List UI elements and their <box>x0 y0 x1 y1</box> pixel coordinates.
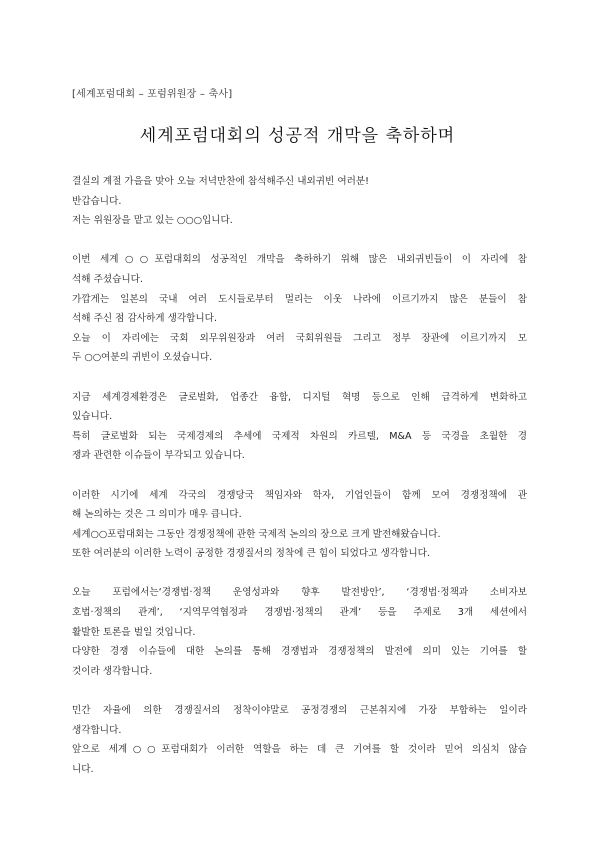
paragraph-line: 호법·정책의 관계’, ‘지역무역협정과 경쟁법·정책의 관계’ 등을 주제로 3개 세션에서 <box>72 607 527 619</box>
paragraph-line: 해 논의하는 것은 그 의미가 매우 큽니다. <box>72 509 242 521</box>
paragraph-line: 있습니다. <box>72 411 113 423</box>
paragraph-line: 활발한 토론을 벌일 것입니다. <box>72 626 196 638</box>
body-paragraph <box>72 250 527 368</box>
body-paragraph <box>72 388 527 466</box>
paragraph-line: 이러한 시기에 세계 각국의 경쟁당국 책임자와 학자, 기업인들이 함께 모여 경쟁정책에 관 <box>72 489 527 501</box>
paragraph-line: 반갑습니다. <box>72 195 122 207</box>
paragraph-line: 두 ○○여분의 귀빈이 오셨습니다. <box>72 352 213 364</box>
paragraph-line: 결실의 계절 가을을 맞아 오늘 저녁만찬에 참석해주신 내외귀빈 여러분! <box>72 176 370 187</box>
paragraph-line: 생각합니다. <box>72 724 122 736</box>
paragraph-line: 이번 세계○○포럼대회의 성공적인 개막을 축하하기 위해 많은 내외귀빈들이 이 자리에 참 <box>72 254 527 266</box>
document-header-tag: [세계포럼대회 – 포럼위원장 – 축사] <box>72 89 233 100</box>
paragraph-line: 특히 글로벌화 되는 국제경제의 추세에 국제적 차원의 카르텔, M&A 등 국경을 초월한 경 <box>72 430 527 442</box>
paragraph-line: 것이라 생각합니다. <box>72 665 153 677</box>
paragraph-line: 지금 세계경제환경은 글로벌화, 업종간 융합, 디지털 혁명 등으로 인해 급격하게 변화하고 <box>72 391 527 403</box>
paragraph-line: 니다. <box>72 763 94 775</box>
paragraph-line: 오늘 포럼에서는‘경쟁법·정책 운영성과와 향후 발전방안’, ‘경쟁법·정책과 소비자보 <box>72 587 527 599</box>
body-paragraph <box>72 583 527 681</box>
paragraph-line: 저는 위원장을 맡고 있는 ○○○입니다. <box>72 215 233 227</box>
body-paragraph <box>72 172 527 231</box>
paragraph-line: 세계○○포럼대회는 그동안 경쟁정책에 관한 국제적 논의의 장으로 크게 발전해왔습니다. <box>72 528 441 540</box>
paragraph-line: 앞으로 세계○○포럼대회가 이러한 역할을 하는 데 큰 기여를 할 것이라 믿어 의심치 않습 <box>72 744 527 756</box>
paragraph-line: 석해 주신 점 감사하게 생각합니다. <box>72 313 217 325</box>
paragraph-line: 쟁과 관련한 이슈들이 부각되고 있습니다. <box>72 450 245 462</box>
body-paragraph <box>72 701 527 779</box>
paragraph-line: 오늘 이 자리에는 국회 외무위원장과 여러 국회위원들 그리고 정부 장관에 이르기까지 모 <box>72 332 527 344</box>
paragraph-line: 또한 여러분의 이러한 노력이 공정한 경쟁질서의 정착에 큰 힘이 되었다고 생각합니다. <box>72 548 430 560</box>
paragraph-line: 가깝게는 일본의 국내 여러 도시들로부터 멀리는 이웃 나라에 이르기까지 많은 분들이 참 <box>72 293 527 305</box>
paragraph-line: 석해 주셨습니다. <box>72 273 143 285</box>
body-paragraph <box>72 486 527 564</box>
document-title: 세계포럼대회의 성공적 개막을 축하하며 <box>139 126 456 146</box>
paragraph-line: 민간 자율에 의한 경쟁질서의 정착이야말로 공정경쟁의 근본취지에 가장 부합하는 일이라 <box>72 705 527 717</box>
document-body <box>72 172 527 799</box>
paragraph-line: 다양한 경쟁 이슈들에 대한 논의를 통해 경쟁법과 경쟁정책의 발전에 의미 있는 기여를 할 <box>72 646 527 658</box>
